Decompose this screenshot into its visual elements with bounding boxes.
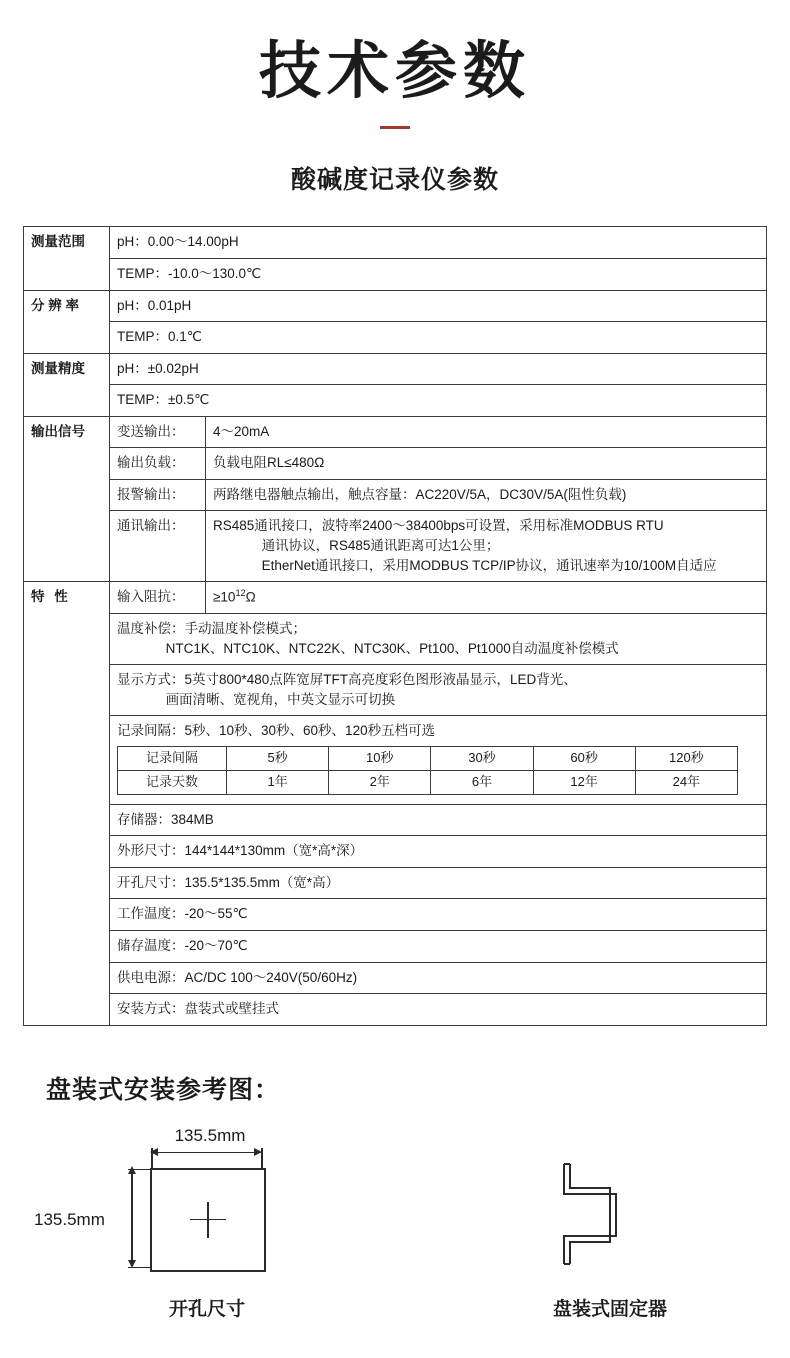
row-subtitle: 记录间隔： [117, 723, 185, 739]
bracket-caption: 盘装式固定器 [552, 1298, 667, 1320]
table-row [24, 867, 767, 899]
days-cell: 12年 [533, 770, 635, 794]
table-row [24, 962, 767, 994]
row-value: 负载电阻RL≤480Ω [206, 448, 767, 480]
table-row [24, 227, 767, 259]
row-storage-temperature: 储存温度：-20～70℃ [110, 931, 767, 963]
row-value: pH：0.01pH [110, 290, 767, 322]
interval-row-header: 记录间隔 [118, 747, 227, 771]
row-subtitle: 变送输出： [110, 416, 206, 448]
table-row [24, 582, 767, 614]
table-row [24, 385, 767, 417]
row-display-mode [110, 665, 767, 716]
table-row [24, 614, 767, 665]
table-row [24, 665, 767, 716]
cutout-width-dimension-line [152, 1152, 262, 1154]
row-label-resolution: 分 辨 率 [24, 290, 110, 353]
table-row [24, 448, 767, 480]
interval-cell: 30秒 [431, 747, 533, 771]
row-mounting: 安装方式：盘装式或壁挂式 [110, 994, 767, 1026]
row-value: TEMP：-10.0～130.0℃ [110, 258, 767, 290]
row-value-line: RS485通讯接口，波特率2400～38400bps可设置，采用标准MODBUS RTU [213, 518, 664, 534]
installation-diagram [0, 1126, 790, 1358]
interval-cell: 120秒 [635, 747, 737, 771]
row-value: 5秒、10秒、30秒、60秒、120秒五档可选 [184, 723, 436, 739]
table-row [24, 511, 767, 582]
row-label-features: 特 性 [24, 582, 110, 1026]
row-dimensions: 外形尺寸：144*144*130mm（宽*高*深） [110, 836, 767, 868]
row-record-interval [110, 716, 767, 804]
cutout-height-label: 135.5mm [34, 1209, 105, 1229]
table-row [24, 258, 767, 290]
cutout-width-label: 135.5mm [174, 1125, 246, 1145]
row-storage: 存储器：384MB [110, 804, 767, 836]
table-row [24, 931, 767, 963]
row-subtitle: 报警输出： [110, 479, 206, 511]
table-row [24, 994, 767, 1026]
interval-row-header: 记录天数 [118, 770, 227, 794]
row-subtitle: 温度补偿： [117, 621, 185, 637]
row-label-accuracy: 测量精度 [24, 353, 110, 416]
title-divider [0, 126, 790, 129]
row-value: 4～20mA [206, 416, 767, 448]
row-value: 两路继电器触点输出，触点容量：AC220V/5A，DC30V/5A(阻性负载) [206, 479, 767, 511]
table-row [24, 716, 767, 804]
table-row [24, 322, 767, 354]
table-row [24, 479, 767, 511]
row-label-output-signal: 输出信号 [24, 416, 110, 581]
row-cutout-size: 开孔尺寸：135.5*135.5mm（宽*高） [110, 867, 767, 899]
row-value: 5英寸800*480点阵宽屏TFT高亮度彩色图形液晶显示，LED背光、 [184, 672, 577, 688]
days-cell: 24年 [635, 770, 737, 794]
row-subtitle: 输入阻抗： [110, 582, 206, 614]
row-value-line: NTC1K、NTC10K、NTC22K、NTC30K、Pt100、Pt1000自动温度补偿模式 [165, 640, 619, 656]
bracket-icon [556, 1160, 628, 1268]
days-cell: 6年 [431, 770, 533, 794]
row-value-line: EtherNet通讯接口，采用MODBUS TCP/IP协议，通讯速率为10/100M自适应 [261, 557, 717, 573]
panel-cutout-square [150, 1168, 266, 1272]
table-row [24, 899, 767, 931]
cutout-caption: 开孔尺寸 [168, 1298, 245, 1320]
interval-table-row [118, 770, 738, 794]
row-value: 手动温度补偿模式； [184, 621, 306, 637]
cutout-height-dimension-line [131, 1170, 133, 1266]
page-title: 技术参数 [258, 34, 531, 107]
days-cell: 1年 [227, 770, 329, 794]
row-value-multiline [206, 511, 767, 582]
days-cell: 2年 [329, 770, 431, 794]
row-value-line: 画面清晰、宽视角，中英文显示可切换 [165, 691, 396, 707]
table-row [24, 290, 767, 322]
interval-cell: 5秒 [227, 747, 329, 771]
spec-table [23, 226, 767, 1025]
row-value: pH：0.00～14.00pH [110, 227, 767, 259]
row-subtitle: 通讯输出： [110, 511, 206, 582]
interval-cell: 10秒 [329, 747, 431, 771]
row-subtitle: 输出负载： [110, 448, 206, 480]
row-operating-temperature: 工作温度：-20～55℃ [110, 899, 767, 931]
row-value-input-impedance: $\ge 10^{12}\Omega$ [206, 582, 767, 614]
table-row [24, 804, 767, 836]
table-row [24, 836, 767, 868]
section-subtitle: 酸碱度记录仪参数 [290, 166, 499, 195]
row-value: TEMP：0.1℃ [110, 322, 767, 354]
row-power-supply: 供电电源：AC/DC 100～240V(50/60Hz) [110, 962, 767, 994]
installation-section-title: 盘装式安装参考图： [46, 1075, 281, 1104]
title-divider-bar [380, 126, 410, 129]
row-label-measure-range: 测量范围 [24, 227, 110, 290]
row-value: TEMP：±0.5℃ [110, 385, 767, 417]
interval-table-row [118, 747, 738, 771]
panel-bracket-drawing [556, 1160, 628, 1268]
row-value-line: 通讯协议，RS485通讯距离可达1公里； [261, 538, 500, 554]
table-row [24, 353, 767, 385]
interval-cell: 60秒 [533, 747, 635, 771]
interval-table [117, 746, 738, 795]
row-temperature-compensation [110, 614, 767, 665]
table-row [24, 416, 767, 448]
row-value: pH：±0.02pH [110, 353, 767, 385]
center-cross-icon [190, 1202, 226, 1238]
row-subtitle: 显示方式： [117, 672, 185, 688]
